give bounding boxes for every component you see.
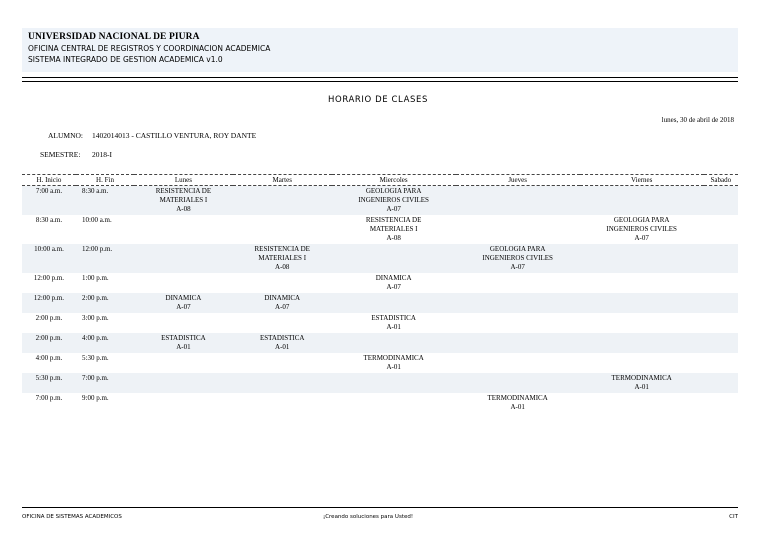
schedule-cell	[332, 273, 456, 293]
header-rule-top	[22, 77, 738, 78]
classroom-code: A-01	[510, 403, 525, 411]
schedule-cell	[580, 353, 704, 373]
schedule-cell	[580, 293, 704, 313]
schedule-cell	[332, 186, 456, 216]
report-header	[22, 28, 738, 72]
header-rule-bottom	[22, 81, 738, 82]
table-row	[22, 186, 738, 216]
schedule-cell	[332, 215, 456, 244]
start-time: 7:00 a.m.	[22, 186, 76, 216]
schedule-cell	[233, 373, 332, 393]
schedule-cell	[134, 293, 233, 313]
schedule-cell	[580, 393, 704, 413]
schedule-cell	[580, 186, 704, 216]
classroom-code: A-07	[176, 303, 191, 311]
footer-center: ¡Creando soluciones para Usted!	[323, 514, 414, 520]
schedule-cell	[580, 215, 704, 244]
schedule-cell	[233, 393, 332, 413]
course-name: DINAMICA	[375, 274, 412, 282]
table-row	[22, 273, 738, 293]
footer-left: OFICINA DE SISTEMAS ACADEMICOS	[22, 514, 122, 520]
classroom-code: A-08	[176, 205, 191, 213]
table-row	[22, 373, 738, 393]
course-name: GEOLOGIA PARA	[613, 216, 670, 224]
student-label: ALUMNO:	[48, 131, 83, 140]
start-time: 7:00 p.m.	[35, 394, 63, 402]
col-end: H. Fin	[76, 175, 134, 186]
schedule-cell	[332, 353, 456, 373]
course-name: INGENIEROS CIVILES	[358, 196, 429, 204]
classroom-code: A-01	[176, 343, 191, 351]
schedule-cell	[456, 293, 580, 313]
schedule-cell	[704, 333, 738, 353]
course-name: GEOLOGIA PARA	[365, 187, 422, 195]
table-row	[22, 353, 738, 373]
schedule-cell	[704, 313, 738, 333]
schedule-cell	[456, 353, 580, 373]
report-date: lunes, 30 de abril de 2018	[661, 116, 734, 124]
schedule-cell	[704, 215, 738, 244]
schedule-header-row	[22, 175, 738, 186]
col-saturday: Sabado	[704, 175, 738, 186]
schedule-cell	[134, 313, 233, 333]
page-title: HORARIO DE CLASES	[328, 95, 428, 105]
schedule-cell	[233, 273, 332, 293]
course-name: DINAMICA	[165, 294, 202, 302]
course-name: MATERIALES I	[159, 196, 208, 204]
classroom-code: A-07	[386, 205, 401, 213]
schedule-cell	[580, 333, 704, 353]
schedule-cell	[704, 393, 738, 413]
col-monday: Lunes	[134, 175, 233, 186]
classroom-code: A-07	[386, 283, 401, 291]
course-name: RESISTENCIA DE	[155, 187, 212, 195]
system-name: SISTEMA INTEGRADO DE GESTION ACADEMICA v1.0	[28, 55, 223, 64]
schedule-cell	[456, 333, 580, 353]
col-wednesday: Miercoles	[332, 175, 456, 186]
table-row	[22, 293, 738, 313]
col-tuesday: Martes	[233, 175, 332, 186]
classroom-code: A-01	[275, 343, 290, 351]
schedule-cell	[704, 293, 738, 313]
course-name: INGENIEROS CIVILES	[482, 254, 553, 262]
schedule-cell	[456, 313, 580, 333]
schedule-cell	[456, 215, 580, 244]
schedule-cell	[134, 353, 233, 373]
schedule-cell	[332, 244, 456, 273]
schedule-cell	[704, 186, 738, 216]
schedule-cell	[704, 373, 738, 393]
schedule-cell	[704, 273, 738, 293]
course-name: ESTADISTICA	[371, 314, 416, 322]
classroom-code: A-08	[386, 234, 401, 242]
start-time: 2:00 p.m.	[35, 314, 63, 322]
start-time: 12:00 p.m.	[33, 274, 65, 282]
course-name: ESTADISTICA	[161, 334, 206, 342]
course-name: MATERIALES I	[369, 225, 418, 233]
semester-value: 2018-I	[92, 150, 112, 159]
schedule-cell	[233, 186, 332, 216]
end-time: 5:30 p.m.	[82, 354, 109, 362]
schedule-cell	[580, 273, 704, 293]
student-value: 1402014013 - CASTILLO VENTURA, ROY DANTE	[92, 131, 257, 140]
schedule-cell	[332, 313, 456, 333]
schedule-cell	[134, 186, 233, 216]
end-time: 10:00 a.m.	[82, 216, 112, 224]
schedule-cell	[580, 313, 704, 333]
classroom-code: A-08	[275, 263, 290, 271]
course-name: ESTADISTICA	[259, 334, 305, 342]
university-name: UNIVERSIDAD NACIONAL DE PIURA	[28, 32, 200, 42]
end-time: 3:00 p.m.	[82, 314, 109, 322]
schedule-cell	[233, 333, 332, 353]
schedule-cell	[134, 333, 233, 353]
col-start: H. Inicio	[22, 175, 76, 186]
classroom-code: A-01	[386, 323, 401, 331]
table-row	[22, 393, 738, 413]
schedule-cell	[456, 373, 580, 393]
schedule-cell	[332, 393, 456, 413]
end-time: 2:00 p.m.	[76, 293, 134, 313]
schedule-cell	[134, 244, 233, 273]
schedule-cell	[332, 333, 456, 353]
schedule-cell	[134, 215, 233, 244]
office-name: OFICINA CENTRAL DE REGISTROS Y COORDINACION ACADEMICA	[28, 44, 271, 53]
schedule-cell	[233, 244, 332, 273]
end-time: 7:00 p.m.	[76, 373, 134, 393]
course-name: GEOLOGIA PARA	[489, 245, 546, 253]
end-time: 9:00 p.m.	[82, 394, 109, 402]
start-time: 5:30 p.m.	[22, 373, 76, 393]
course-name: RESISTENCIA DE	[254, 245, 310, 253]
schedule-table	[22, 174, 738, 413]
schedule-cell	[456, 244, 580, 273]
footer-rule	[22, 507, 738, 508]
schedule-cell	[456, 186, 580, 216]
schedule-cell	[134, 393, 233, 413]
start-time: 4:00 p.m.	[35, 354, 63, 362]
classroom-code: A-01	[634, 383, 649, 391]
footer-right: CIT	[729, 514, 738, 520]
col-thursday: Jueves	[456, 175, 580, 186]
start-time: 8:30 a.m.	[35, 216, 63, 224]
classroom-code: A-07	[510, 263, 525, 271]
schedule-cell	[233, 215, 332, 244]
course-name: TERMODINAMICA	[611, 374, 672, 382]
start-time: 10:00 a.m.	[22, 244, 76, 273]
schedule-cell	[134, 273, 233, 293]
schedule-cell	[704, 244, 738, 273]
course-name: MATERIALES I	[258, 254, 307, 262]
course-name: TERMODINAMICA	[487, 394, 548, 402]
course-name: RESISTENCIA DE	[365, 216, 422, 224]
course-name: DINAMICA	[264, 294, 301, 302]
table-row	[22, 313, 738, 333]
schedule-cell	[580, 373, 704, 393]
classroom-code: A-07	[275, 303, 290, 311]
schedule-cell	[134, 373, 233, 393]
end-time: 8:30 a.m.	[76, 186, 134, 216]
schedule-cell	[456, 273, 580, 293]
course-name: TERMODINAMICA	[363, 354, 424, 362]
schedule-cell	[580, 244, 704, 273]
schedule-cell	[233, 353, 332, 373]
end-time: 4:00 p.m.	[76, 333, 134, 353]
start-time: 2:00 p.m.	[22, 333, 76, 353]
start-time: 12:00 p.m.	[22, 293, 76, 313]
classroom-code: A-07	[634, 234, 649, 242]
end-time: 1:00 p.m.	[82, 274, 109, 282]
schedule-cell	[233, 313, 332, 333]
schedule-cell	[332, 373, 456, 393]
col-friday: Viernes	[580, 175, 704, 186]
schedule-cell	[456, 393, 580, 413]
course-name: INGENIEROS CIVILES	[606, 225, 677, 233]
table-row	[22, 244, 738, 273]
table-row	[22, 215, 738, 244]
classroom-code: A-01	[386, 363, 401, 371]
end-time: 12:00 p.m.	[76, 244, 134, 273]
schedule-cell	[704, 353, 738, 373]
table-row	[22, 333, 738, 353]
semester-label: SEMESTRE:	[40, 150, 81, 159]
schedule-cell	[332, 293, 456, 313]
schedule-cell	[233, 293, 332, 313]
